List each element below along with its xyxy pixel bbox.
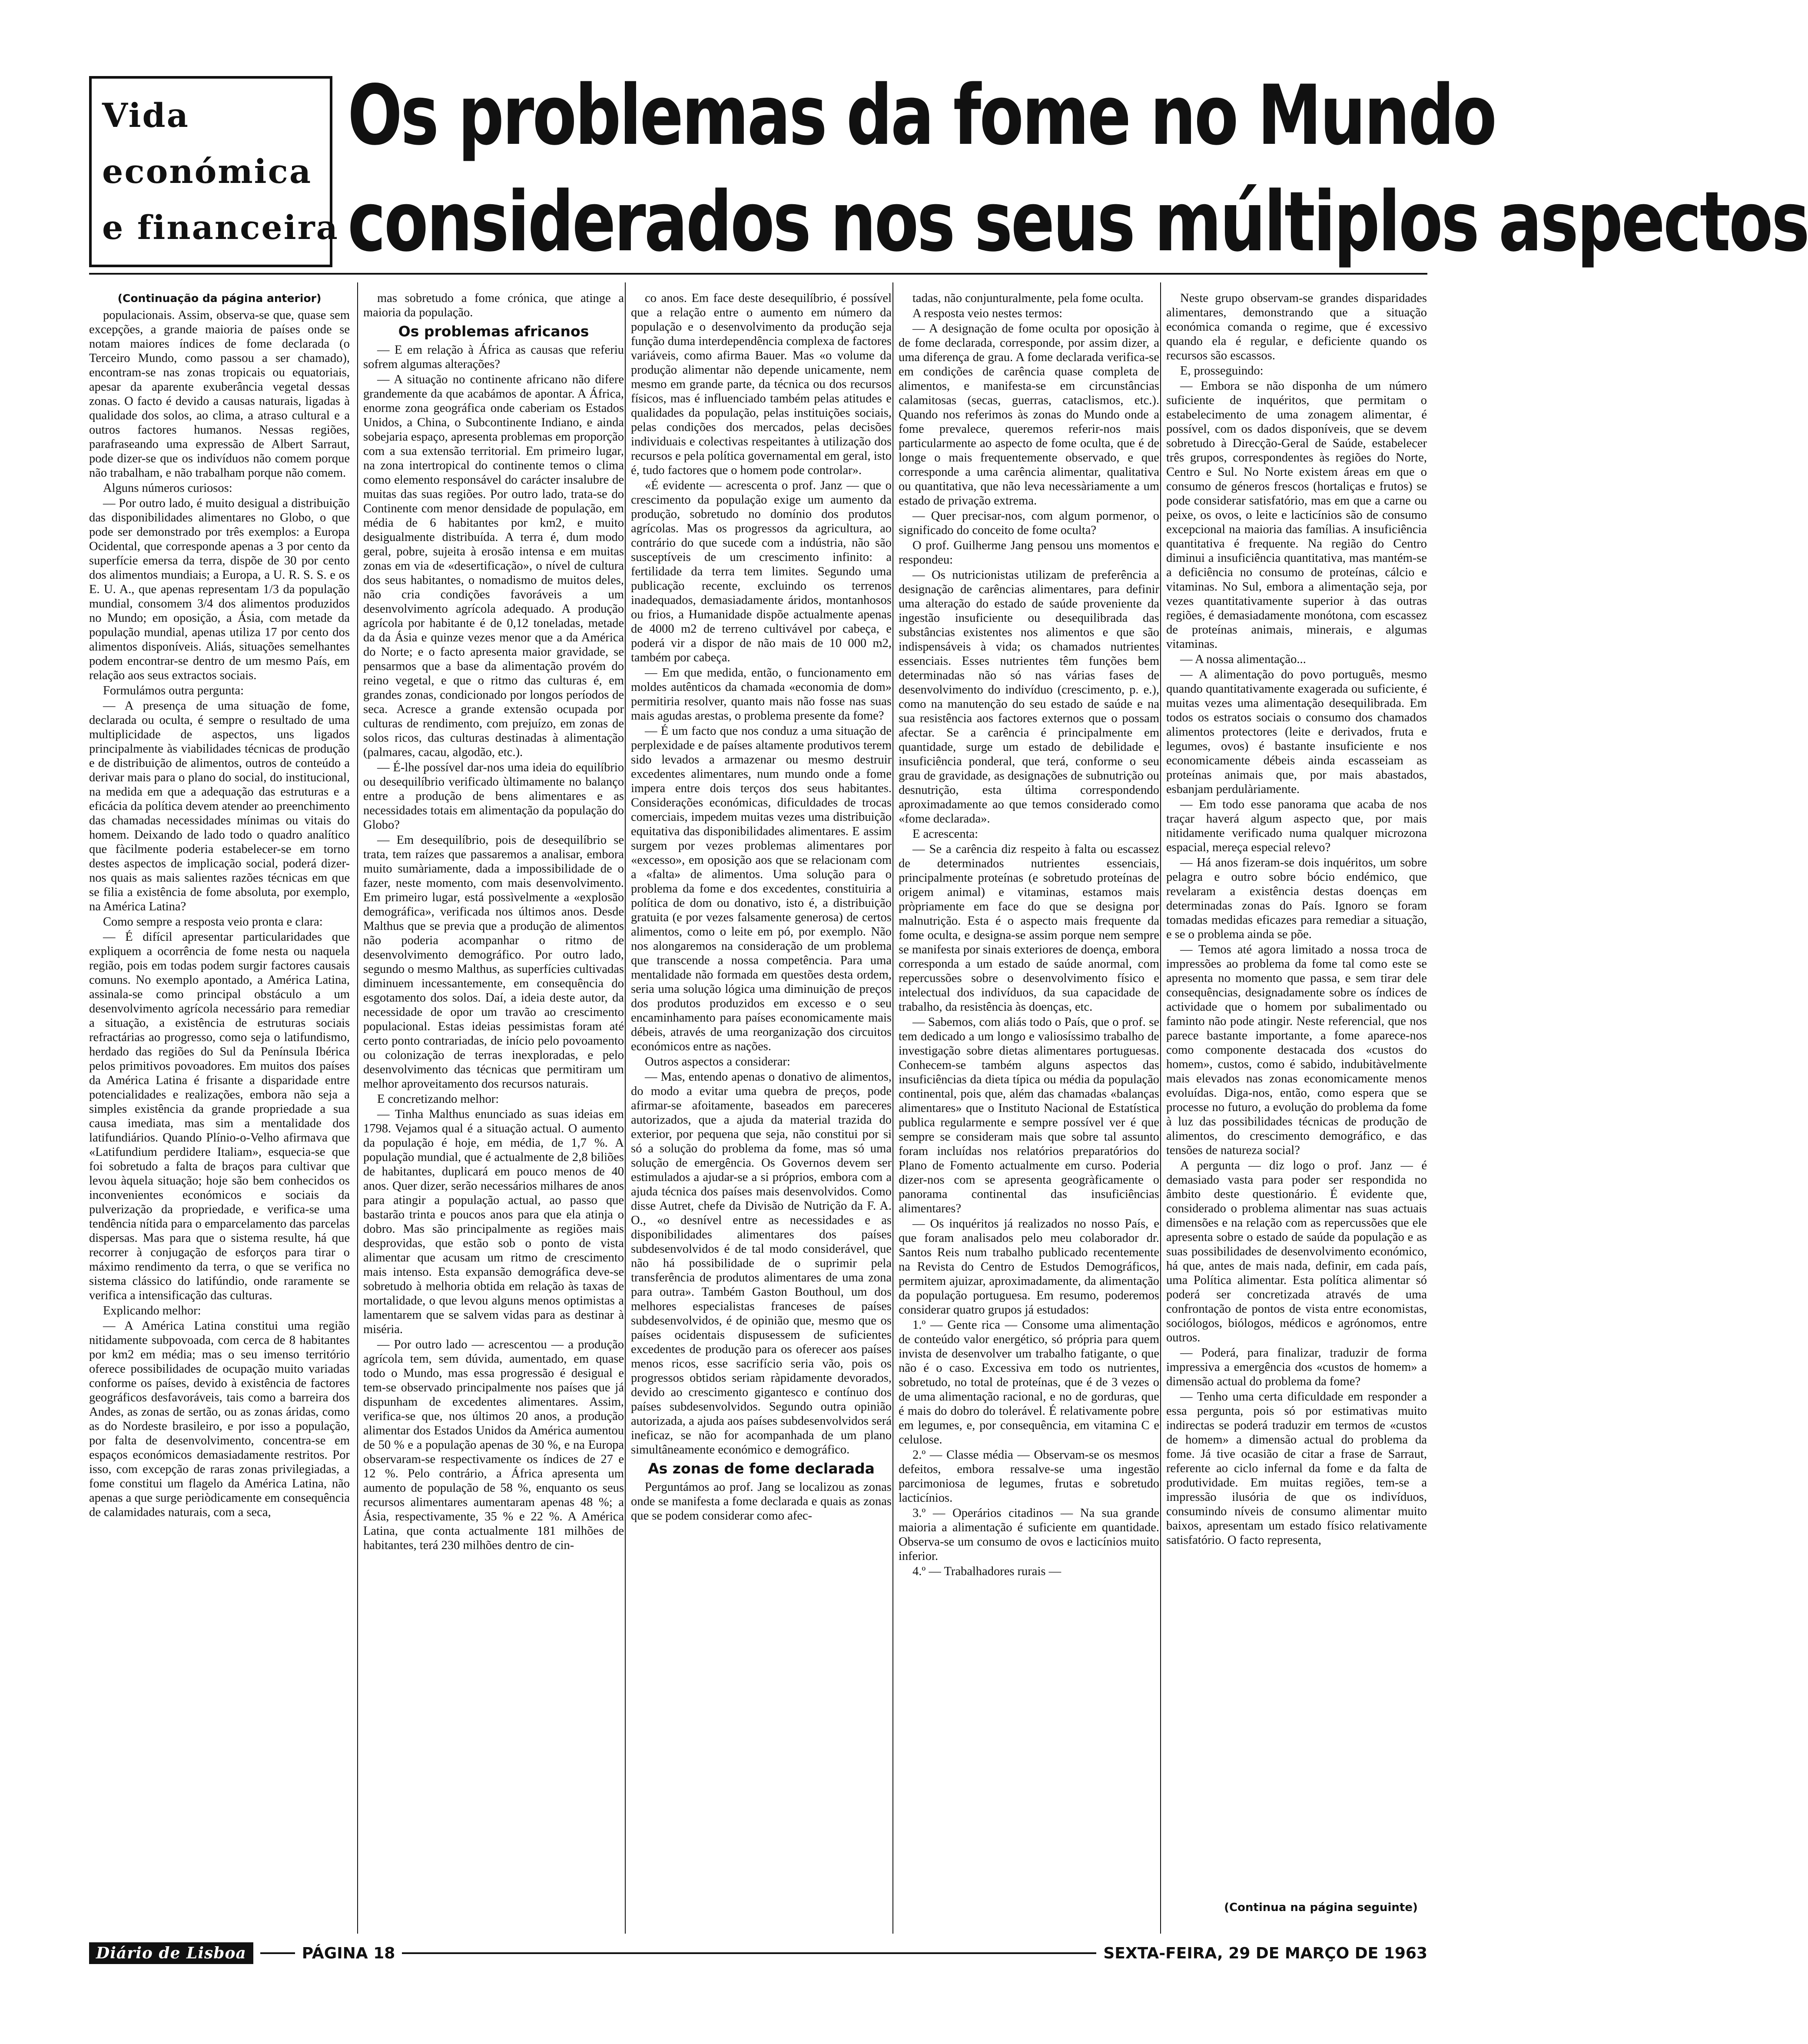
issue-date: SEXTA-FEIRA, 29 DE MARÇO DE 1963: [1103, 1944, 1427, 1962]
article-paragraph: — A alimentação do povo português, mesmo quando quantitativamente exagerada ou suficiente, é muitas vezes uma alimentação desequilibrada. Em todos os estratos sociais o consumo dos chamados alimentos protectores (leite e derivados, fruta e legumes, ovos) é bastante insuficiente e nos economicamente débeis ainda escasseiam as proteínas animais que, por mais abastados, esbanjam perdulàriamente.: [1166, 668, 1427, 796]
article-paragraph: — A América Latina constitui uma região nitidamente subpovoada, com cerca de 8 habitantes por km2 em média; mas o seu imenso território oferece possibilidades de ocupação muito variadas conforme os países, devido à existência de factores geográficos desfavoráveis, tais como a barreira dos Andes, as zonas de sertão, ou as zonas áridas, como as do Nordeste brasileiro, e por isso a população, por falta de desenvolvimento, concentra-se em espaços económicos demasiadamente restritos. Por isso, com excepção de raras zonas privilegiadas, a fome constitui um flagelo da América Latina, não apenas a que surge periòdicamente em consequência de calamidades naturais, com a seca,: [89, 1319, 350, 1519]
page-number: PÁGINA 18: [302, 1944, 395, 1962]
article-paragraph: Explicando melhor:: [103, 1304, 201, 1317]
article-paragraph: populacionais. Assim, observa-se que, quase sem excepções, a grande maioria de países onde se notam maiores índices de fome declarada (o Terceiro Mundo, como passou a ser chamado), encontram-se nas zonas tropicais ou equatoriais, apesar da aparente exuberância vegetal dessas zonas. O facto é devido a causas naturais, ligadas à qualidade dos solos, ao clima, a atraso cultural e a outros factores humanos. Nessas regiões, parafraseando uma expressão de Albert Sarraut, pode dizer-se que os indivíduos não comem porque não trabalham, e não trabalham porque não comem.: [89, 309, 350, 480]
article-paragraph: «É evidente — acrescenta o prof. Janz — que o crescimento da população exige um aumento da produção, sobretudo no domínio dos produtos agrícolas. Mas os progressos da agricultura, ao contrário do que sucede com a indústria, não são susceptíveis de um crescimento infinito: a fertilidade da terra tem limites. Segundo uma publicação recente, excluindo os terrenos inadequados, demasiadamente áridos, montanhosos ou frios, a Humanidade dispõe actualmente apenas de 4000 m2 de terreno cultivável por cabeça, e poderá vir a dispor de não mais de 10 000 m2, também por cabeça.: [631, 479, 892, 664]
article-paragraph: — Temos até agora limitado a nossa troca de impressões ao problema da fome tal como este se apresenta no momento que passa, e sem tirar dele consequências, designadamente sobre os índices de actividade que o homem por subalimentado ou faminto não pode atingir. Neste referencial, que nos parece bastante importante, a fome aparece-nos como componente destacada dos «custos do homem», custos, como é sabido, indubitàvelmente mais elevados nas zonas economicamente menos evoluídas. Diga-nos, então, como espera que se processe no futuro, a evolução do problema da fome à luz das possibilidades técnicas de produção de alimentos, do crescimento demográfico, e das tensões de natureza social?: [1166, 943, 1427, 1157]
article-paragraph: A pergunta — diz logo o prof. Janz — é demasiado vasta para poder ser respondida no âmbito deste questionário. É evidente que, considerado o problema alimentar nas suas actuais dimensões e na relação com as repercussões que ele apresenta sobre o estado de saúde da população e as suas possibilidades de desenvolvimento económico, há que, antes de mais nada, definir, em cada país, uma Política alimentar. Esta política alimentar só poderá ser concretizada através de uma confrontação de pontos de vista entre economistas, sociólogos, biólogos, médicos e agrónomos, entre outros.: [1166, 1159, 1427, 1344]
article-paragraph: Neste grupo observam-se grandes disparidades alimentares, demonstrando que a situação económica comanda o regime, que é excessivo quando ela é regular, e deficiente quando os recursos são escassos.: [1166, 292, 1427, 362]
article-column-3: [631, 291, 892, 1977]
article-paragraph: — Em todo esse panorama que acaba de nos traçar haverá algum aspecto que, por mais nitidamente verificado numa qualquer microzona espacial, mereça especial relevo?: [1166, 798, 1427, 854]
article-paragraph: 3.º — Operários citadinos — Na sua grande maioria a alimentação é suficiente em quantidade. Observa-se um consumo de ovos e lacticínios muito inferior.: [899, 1506, 1159, 1563]
article-paragraph: — Tinha Malthus enunciado as suas ideias em 1798. Vejamos qual é a situação actual. O aumento da população é hoje, em média, de 1,7 %. A população mundial, que é actualmente de 2,8 biliões de habitantes, duplicará em pouco menos de 40 anos. Quer dizer, serão necessários milhares de anos para atingir a população actual, ao passo que bastarão trinta e poucos anos para que ela atinja o dobro. Mas são principalmente as regiões mais desprovidas, que estão sob o ponto de vista alimentar que acusam um ritmo de crescimento mais intenso. Esta expansão demográfica deve-se sobretudo à melhoria obtida em relação às taxas de mortalidade, o que levou alguns menos optimistas a lamentarem que se salvem vidas para as destinar à miséria.: [363, 1108, 624, 1336]
article-paragraph: E, prosseguindo:: [1180, 364, 1264, 378]
article-paragraph: — Os nutricionistas utilizam de preferência a designação de carências alimentares, para definir uma alteração do estado de saúde proveniente da ingestão insuficiente ou desequilibrada das substâncias existentes nos alimentos e que são indispensáveis à vida; os chamados nutrientes essenciais. Esses nutrientes têm funções bem determinadas não só nas várias fases de desenvolvimento do indivíduo (crescimento, p. e.), como na manutenção do seu estado de saúde e na sua resistência aos factores externos que o possam afectar. Se a carência é principalmente em quantidade, surge um estado de debilidade e insuficiência ponderal, que terá, conforme o seu grau de gravidade, as designações de subnutrição ou desnutrição, esta última correspondendo aproximadamente ao que temos considerado como «fome declarada».: [899, 568, 1159, 826]
headline-line-2: considerados nos seus múltiplos aspectos: [348, 173, 1808, 270]
article-paragraph: Como sempre a resposta veio pronta e clara:: [103, 915, 323, 929]
header-rule: [89, 273, 1427, 275]
article-paragraph: — Em desequilíbrio, pois de desequilíbrio se trata, tem raízes que passaremos a analisar, embora muito sumàriamente, dada a impossibilidade de o fazer, neste momento, com mais desenvolvimento. Em primeiro lugar, está possìvelmente a «explosão demográfica», verificada nos últimos anos. Desde Malthus que se previa que a produção de alimentos não poderia acompanhar o ritmo de desenvolvimento demográfico. Por outro lado, segundo o mesmo Malthus, as superfícies cultivadas diminuem incessantemente, em consequência do esgotamento dos solos. Daí, a ideia deste autor, da necessidade de opor um travão ao crescimento populacional. Estas ideias pessimistas foram até certo ponto contrariadas, de início pelo povoamento ou colonização de terras inexploradas, e pelo desenvolvimento das técnicas que permitiram um melhor aproveitamento dos recursos naturais.: [363, 833, 624, 1091]
subheading: Os problemas africanos: [398, 323, 589, 340]
section-label-line: Vida: [102, 96, 189, 135]
article-paragraph: — Embora se não disponha de um número suficiente de inquéritos, que permitam o estabelecimento de uma zonagem alimentar, é possível, com os dados disponíveis, que se devem sobretudo à Direcção-Geral de Saúde, estabelecer três grupos, correspondentes às regiões do Norte, Centro e Sul. No Norte existem áreas em que o consumo de géneros frescos (hortaliças e frutos) se pode considerar satisfatório, mas em que a carne ou peixe, os ovos, o leite e lacticínios são de consumo excepcional na maioria das famílias. A insuficiência quantitativa é frequente. Na região do Centro diminui a insuficiência quantitativa, mas mantém-se a deficiência no consumo de proteínas, cálcio e vitaminas. No Sul, embora a alimentação seja, por vezes quantitativamente superior à das outras regiões, é demasiadamente monótona, com escassez de proteínas animais, minerais, e algumas vitaminas.: [1166, 379, 1427, 651]
article-column-2: [363, 291, 624, 1977]
article-paragraph: — Por outro lado, é muito desigual a distribuição das disponibilidades alimentares no Globo, o que pode ser demonstrado por três exemplos: a Europa Ocidental, que corresponde apenas a 3 por cento da superfície emersa da terra, dispõe de 30 por cento dos alimentos mundiais; a Europa, a U. R. S. S. e os E. U. A., que apenas representam 1/3 da população mundial, consomem 3/4 dos alimentos produzidos no Mundo; em oposição, a Ásia, com metade da população mundial, apenas utiliza 17 por cento dos alimentos disponíveis. Aliás, situações semelhantes podem encontrar-se dentro de um mesmo País, em relação aos seus extractos sociais.: [89, 497, 350, 682]
article-paragraph: E acrescenta:: [912, 827, 979, 841]
article-paragraph: — A designação de fome oculta por oposição à de fome declarada, corresponde, por assim dizer, a uma diferença de grau. A fome declarada verifica-se em condições de carência quase completa de alimentos, e manifesta-se em circunstâncias calamitosas (secas, guerras, cataclismos, etc.). Quando nos referimos às zonas do Mundo onde a fome prevalece, queremos referir-nos mais particularmente ao aspecto de fome oculta, que é de longe o mais frequentemente observado, e que corresponde a uma carência alimentar, qualitativa ou quantitativa, que não leva necessàriamente a um estado de privação extrema.: [899, 322, 1159, 508]
footer-rule: [260, 1952, 295, 1954]
article-paragraph: — Quer precisar-nos, com algum pormenor, o significado do conceito de fome oculta?: [899, 509, 1159, 537]
column-rule: [892, 282, 893, 1934]
article-paragraph: — Sabemos, com aliás todo o País, que o prof. se tem dedicado a um longo e valiosíssimo trabalho de investigação sobre dietas alimentares portuguesas. Conhecem-se também alguns aspectos das insuficiências da dieta típica ou média da população continental, pois que, além das chamadas «balanças alimentares» que o Instituto Nacional de Estatística publica regularmente e sempre possível ver é que sempre se consideram mais que sobre tal assunto foram incluídas nos relatórios preparatórios do Plano de Fomento actualmente em curso. Poderia dizer-nos com se apresenta geogràficamente o panorama continental das insuficiências alimentares?: [899, 1015, 1159, 1215]
article-paragraph: — Os inquéritos já realizados no nosso País, e que foram analisados pelo meu colaborador dr. Santos Reis num trabalho publicado recentemente na Revista do Centro de Estudos Demográficos, permitem ajuizar, aproximadamente, da alimentação da população portuguesa. Em resumo, poderemos considerar quatro grupos já estudados:: [899, 1217, 1159, 1317]
article-paragraph: Alguns números curiosos:: [103, 481, 232, 495]
article-paragraph: A resposta veio nestes termos:: [912, 307, 1063, 320]
article-paragraph: mas sobretudo a fome crónica, que atinge a maioria da população.: [363, 292, 624, 319]
section-label-line: económica: [102, 152, 312, 191]
article-paragraph: co anos. Em face deste desequilíbrio, é possível que a relação entre o aumento em número da população e o desenvolvimento da produção seja função duma interdependência complexa de factores variáveis, como afirma Bauer. Mas «o volume da produção alimentar não depende unicamente, nem mesmo em grande parte, da técnica ou dos recursos físicos, mas é influenciado também pelas atitudes e qualidades da população, pelas instituições sociais, pelas condições dos mercados, pelas decisões individuais e colectivas respeitantes à utilização dos recursos e pela política governamental em geral, isto é, tudo factores que o homem pode controlar».: [631, 292, 892, 477]
article-paragraph: — Há anos fizeram-se dois inquéritos, um sobre pelagra e outro sobre bócio endémico, que revelaram a existência destas doenças em determinadas zonas do País. Ignoro se foram tomadas medidas eficazes para remediar a situação, e se o problema ainda se põe.: [1166, 856, 1427, 941]
section-label-line: e financeira: [102, 208, 339, 247]
article-paragraph: Outros aspectos a considerar:: [645, 1055, 790, 1068]
column-rule: [625, 282, 626, 1934]
headline-line-1: Os problemas da fome no Mundo: [348, 67, 1496, 163]
column-rule: [357, 282, 358, 1934]
article-paragraph: — É um facto que nos conduz a uma situação de perplexidade e de países altamente produtivos terem sido levados a armazenar ou mesmo destruir excedentes alimentares, num mundo onde a fome impera entre dois terços dos seus habitantes. Considerações económicas, dificuldades de trocas comerciais, impedem muitas vezes uma distribuição equitativa das disponibilidades alimentares. E assim surgem por vezes problemas alimentares por «excesso», em oposição aos que se relacionam com a «falta» de alimentos. Uma solução para o problema da fome e dos excedentes, constituiria a política de dom ou donativo, isto é, a distribuição gratuita (e por vezes falsamente generosa) de certos alimentos, como o leite em pó, por exemplo. Não nos alongaremos na consideração de um problema que transcende a nossa competência. Para uma mentalidade não formada em questões desta ordem, seria uma solução lógica uma diminuição de preços dos produtos produzidos em excesso e o seu encaminhamento para países economicamente mais débeis, através de uma reorganização dos circuitos económicos entre as nações.: [631, 724, 892, 1053]
headline: [348, 67, 1808, 282]
article-paragraph: O prof. Guilherme Jang pensou uns momentos e respondeu:: [899, 539, 1159, 567]
article-paragraph: — Por outro lado — acrescentou — a produção agrícola tem, sem dúvida, aumentado, em quase todo o Mundo, mas essa progressão é desigual e tem-se observado principalmente nos países que já dispunham de excedentes alimentares. Assim, verifica-se que, nos últimos 20 anos, a produção alimentar dos Estados Unidos da América aumentou de 50 % e a população apenas de 30 %, e na Europa observaram-se respectivamente os índices de 27 e 12 %. Pelo contrário, a África apresenta um aumento de população de 58 %, enquanto os seus recursos alimentares aumentaram apenas 48 %; a Ásia, respectivamente, 35 % e 22 %. A América Latina, que conta actualmente 181 milhões de habitantes, terá 230 milhões dentro de cin-: [363, 1338, 624, 1552]
article-paragraph: 4.º — Trabalhadores rurais —: [912, 1565, 1062, 1578]
footer-rule: [402, 1952, 1096, 1954]
article-column-1: [89, 291, 350, 1977]
article-paragraph: — Se a carência diz respeito à falta ou escassez de determinados nutrientes essenciais, principalmente proteínas (e sobretudo proteínas de origem animal) e vitaminas, estamos mais pròpriamente em face do que se designa por malnutrição. Esta é o aspecto mais frequente da fome oculta, e designa-se assim porque nem sempre se manifesta por sinais exteriores de doença, embora corresponda a um estado de saúde anormal, com repercussões sobre o desenvolvimento físico e intelectual dos indivíduos, da sua capacidade de trabalho, da resistência às doenças, etc.: [899, 843, 1159, 1014]
continued-note: (Continua na página seguinte): [1224, 1901, 1418, 1914]
article-paragraph: 1.º — Gente rica — Consome uma alimentação de conteúdo valor energético, só própria para quem invista de desenvolver um trabalho fatigante, o que não é o caso. Excessiva em todo os nutrientes, sobretudo, no total de proteínas, que é de 3 vezes o de uma alimentação racional, e no de gorduras, que é mais do dobro do tolerável. É relativamente pobre em legumes, e, por consequência, em vitamina C e celulose.: [899, 1318, 1159, 1447]
masthead-logo: Diário de Lisboa: [89, 1942, 253, 1964]
article-column-4: [899, 291, 1159, 1977]
article-paragraph: Perguntámos ao prof. Jang se localizou as zonas onde se manifesta a fome declarada e quais as zonas que se podem considerar como afec-: [631, 1480, 892, 1523]
article-paragraph: — Em que medida, então, o funcionamento em moldes autênticos da chamada «economia de dom» permitiria resolver, quanto mais não fosse nas suas mais agudas arestas, o problema presente da fome?: [631, 666, 892, 723]
article-paragraph: — Poderá, para finalizar, traduzir de forma impressiva a emergência dos «custos de homem» a dimensão actual do problema da fome?: [1166, 1346, 1427, 1388]
article-paragraph: — A nossa alimentação...: [1180, 653, 1306, 666]
article-column-5: [1166, 291, 1427, 1977]
article-paragraph: 2.º — Classe média — Observam-se os mesmos defeitos, embora ressalve-se uma ingestão parcimoniosa de legumes, frutas e sobretudo lacticínios.: [899, 1448, 1159, 1505]
page-footer: [89, 1940, 1427, 1966]
subheading: As zonas de fome declarada: [648, 1460, 875, 1477]
article-paragraph: — É-lhe possível dar-nos uma ideia do equilíbrio ou desequilíbrio verificado ùltimamente no balanço entre a produção de bens alimentares e as necessidades totais em alimentação da população do Globo?: [363, 761, 624, 832]
section-label-box: [89, 76, 339, 267]
column-rule: [1160, 282, 1161, 1934]
article-paragraph: E concretizando melhor:: [377, 1092, 499, 1106]
article-paragraph: — Tenho uma certa dificuldade em responder a essa pergunta, pois só por estimativas muito indirectas se poderá traduzir em termos de «custos de homem» a dimensão actual do problema da fome. Já tive ocasião de citar a frase de Sarraut, referente ao ciclo infernal da fome e da falta de produtividade. Em muitas regiões, tem-se a impressão ilusória de que os indivíduos, consumindo níveis de consumo alimentar muito baixos, apresentam um estado físico relativamente satisfatório. O facto representa,: [1166, 1390, 1427, 1547]
article-paragraph: — E em relação à África as causas que referiu sofrem algumas alterações?: [363, 343, 624, 371]
article-paragraph: — Mas, entendo apenas o donativo de alimentos, do modo a evitar uma quebra de preços, pode afirmar-se afoitamente, baseados em pareceres autorizados, que a ajuda da material trazida do exterior, por pequena que seja, não constitui por si só a solução do problema da fome, mas só uma solução de emergência. Os Governos devem ser estimulados a ajudar-se a si próprios, embora com a ajuda técnica dos países mais desenvolvidos. Como disse Autret, chefe da Divisão de Nutrição da F. A. O., «o desnível entre as necessidades e as disponibilidades alimentares dos países subdesenvolvidos é de tal modo considerável, que não há possibilidade de o suprimir pela transferência de produtos alimentares de uma zona para outra». Também Gaston Bouthoul, um dos melhores especialistas franceses de países subdesenvolvidos, é de opinião que, mesmo que os países ocidentais dispusessem de suficientes excedentes de produção para os oferecer aos países menos ricos, esse sacrifício seria vão, pois os progressos obtidos seriam ràpidamente devorados, devido ao crescimento gigantesco e contínuo dos países subdesenvolvidos. Segundo outra opinião autorizada, a ajuda aos países subdesenvolvidos será ineficaz, se não for acompanhada de um plano simultâneamente económico e demográfico.: [631, 1070, 892, 1457]
continued-from-note: (Continuação da página anterior): [117, 292, 322, 305]
article-paragraph: — A presença de uma situação de fome, declarada ou oculta, é sempre o resultado de uma multiplicidade de aspectos, uns ligados principalmente às viabilidades técnicas de produção e de distribuição de alimentos, outros de conteúdo a derivar mais para o plano do social, do institucional, na medida em que a adequação das estruturas e a eficácia da política devem atender ao preenchimento das chamadas necessidades mínimas ou vitais do homem. Deixando de lado todo o quadro analítico que fàcilmente poderia estabelecer-se em torno destes aspectos de implicação social, poderá dizer-nos quais as mais salientes razões técnicas em que se filia a existência de fome absoluta, por exemplo, na América Latina?: [89, 699, 350, 913]
article-paragraph: — A situação no continente africano não difere grandemente da que acabámos de apontar. A África, enorme zona geográfica onde caberiam os Estados Unidos, a China, o Subcontinente Indiano, e ainda sobejaria espaço, apresenta problemas em proporção com a sua extensão territorial. Em primeiro lugar, na zona intertropical do continente temos o clima como elemento responsável do carácter insalubre de muitas das suas regiões. Por outro lado, trata-se do Continente com menor densidade de população, em média de 6 habitantes por km2, e muito desigualmente distribuída. A terra é, dum modo geral, pobre, sujeita à erosão intensa e em muitas zonas em via de «desertificação», o nível de cultura dos seus habitantes, o nomadismo de muitos deles, não cria condições favoráveis a um desenvolvimento agrícola adequado. A produção agrícola por habitante é de 0,12 toneladas, metade da da Ásia e quinze vezes menor que a da América do Norte; e o facto apresenta maior gravidade, se pensarmos que a base da alimentação provém do reino vegetal, e que o ritmo das culturas é, em grandes zonas, condicionado por longos períodos de seca. Acresce a grande extensão ocupada por culturas de rendimento, com prejuízo, em zonas de solos ricos, das culturas destinadas à alimentação (palmares, cacau, algodão, etc.).: [363, 373, 624, 759]
article-paragraph: — É difícil apresentar particularidades que expliquem a ocorrência de fome nesta ou naquela região, pois em todas podem surgir factores causais comuns. No exemplo apontado, a América Latina, assinala-se como principal obstáculo a um desenvolvimento agrícola necessário para remediar a situação, a existência de estruturas sociais refractárias ao progresso, como seja o latifundismo, herdado das regiões do Sul da Península Ibérica pelos primitivos povoadores. Em muitos dos países da América Latina é frisante a disparidade entre potencialidades e realizações, embora não seja a simples existência da grande propriedade a sua causa imediata, mas sim a mentalidade dos latifundiários. Quando Plínio-o-Velho afirmava que «Latifundium perdidere Italiam», esquecia-se que foi sobretudo a falta de braços para cultivar que levou àquela situação; hoje são bem conhecidos os inconvenientes económicos e sociais da pulverização da propriedade, e verifica-se uma tendência nítida para o emparcelamento das parcelas dispersas. Mas para que o sistema resulte, há que recorrer à conjugação de esforços para tirar o máximo rendimento da terra, o que se verifica no sistema clássico do latifúndio, onde raramente se verifica a intensificação das culturas.: [89, 930, 350, 1302]
article-paragraph: tadas, não conjunturalmente, pela fome oculta.: [912, 292, 1144, 305]
article-paragraph: Formulámos outra pergunta:: [103, 684, 244, 697]
